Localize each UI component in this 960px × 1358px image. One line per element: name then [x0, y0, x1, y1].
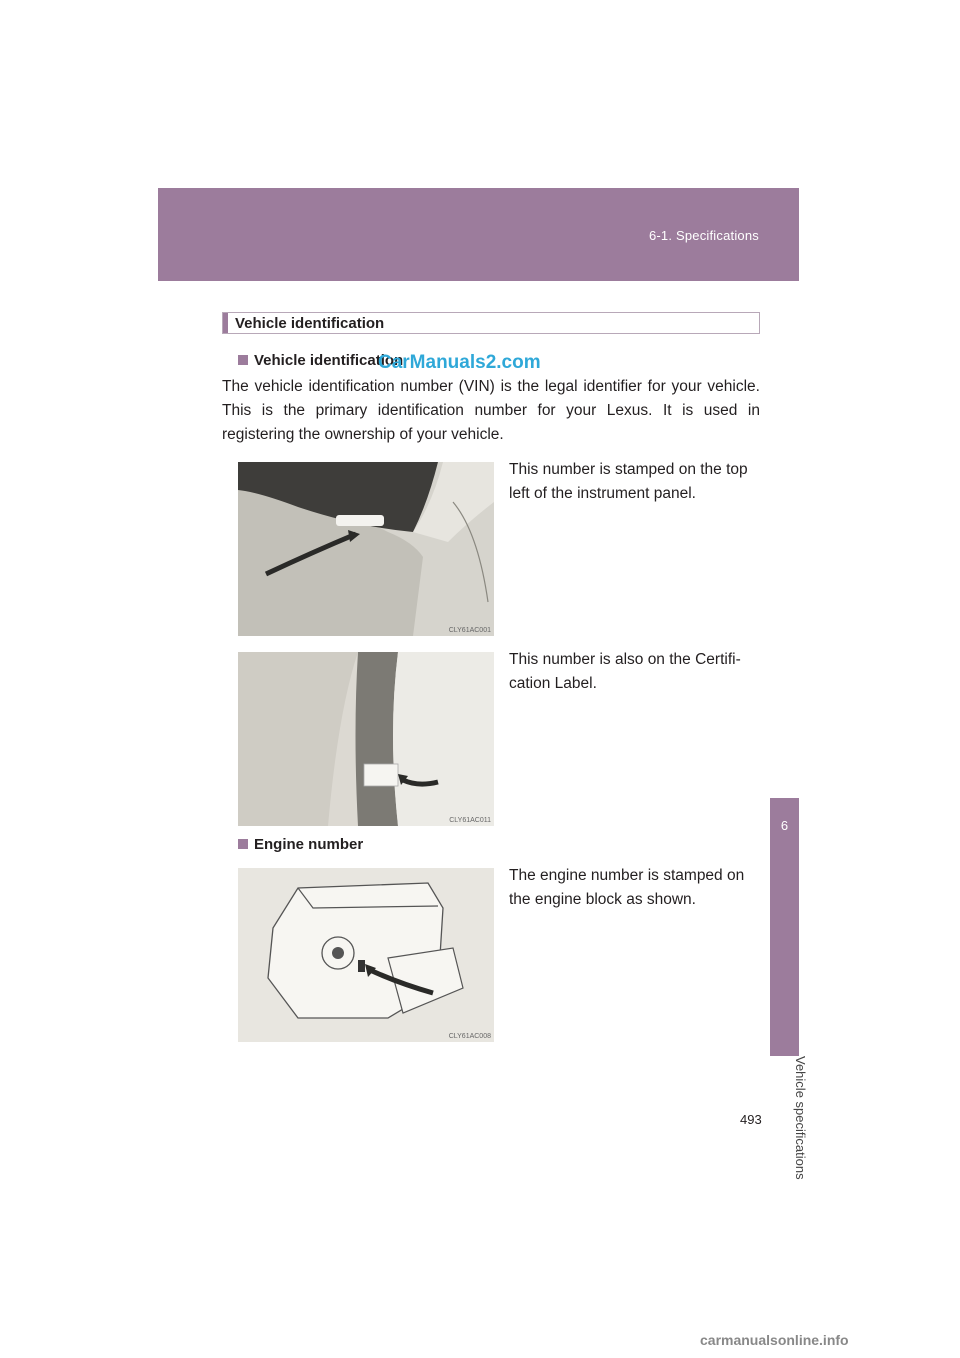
section-heading-bar [222, 312, 760, 334]
instrument-panel-caption: This number is stamped on the top left of the instrument panel. [509, 461, 748, 502]
engine-block-illustration [238, 868, 494, 1042]
engine-subheading-text: Engine number [254, 836, 364, 853]
chapter-label-text: Vehicle specifications [793, 1056, 808, 1180]
figure-code: CLY61AC001 [448, 627, 491, 634]
engine-block-figure [238, 868, 494, 1042]
chapter-side-tab [770, 798, 799, 1056]
door-pillar-illustration [238, 652, 494, 826]
page-number: 493 [740, 1112, 762, 1127]
chapter-number: 6 [780, 818, 789, 833]
instrument-panel-illustration [238, 462, 494, 636]
square-bullet-icon [238, 355, 248, 365]
footer-site: carmanualsonline.info [700, 1332, 849, 1348]
square-bullet-icon [238, 839, 248, 849]
vin-subheading-text: Vehicle identification [254, 352, 404, 369]
header-section-title: 6-1. Specifications [648, 228, 759, 243]
figure-code: CLY61AC008 [448, 1033, 491, 1040]
figure-code: CLY61AC011 [449, 817, 491, 824]
engine-number-caption: The engine number is stamped on the engine block as shown. [509, 867, 745, 908]
certification-label-figure [238, 652, 494, 826]
page-header [158, 188, 799, 281]
watermark: CarManuals2.com [378, 352, 541, 373]
section-title: Vehicle identification [235, 315, 385, 332]
certification-label-caption: This number is also on the Certifi-cation Label. [509, 651, 741, 692]
engine-subheading [238, 836, 363, 853]
vin-paragraph: The vehicle identification number (VIN) is the legal identifier for your vehicle. This is the primary identification number for your Lexus. It is used in registering the ownership of your vehicle. [222, 378, 760, 443]
instrument-panel-figure [238, 462, 494, 636]
